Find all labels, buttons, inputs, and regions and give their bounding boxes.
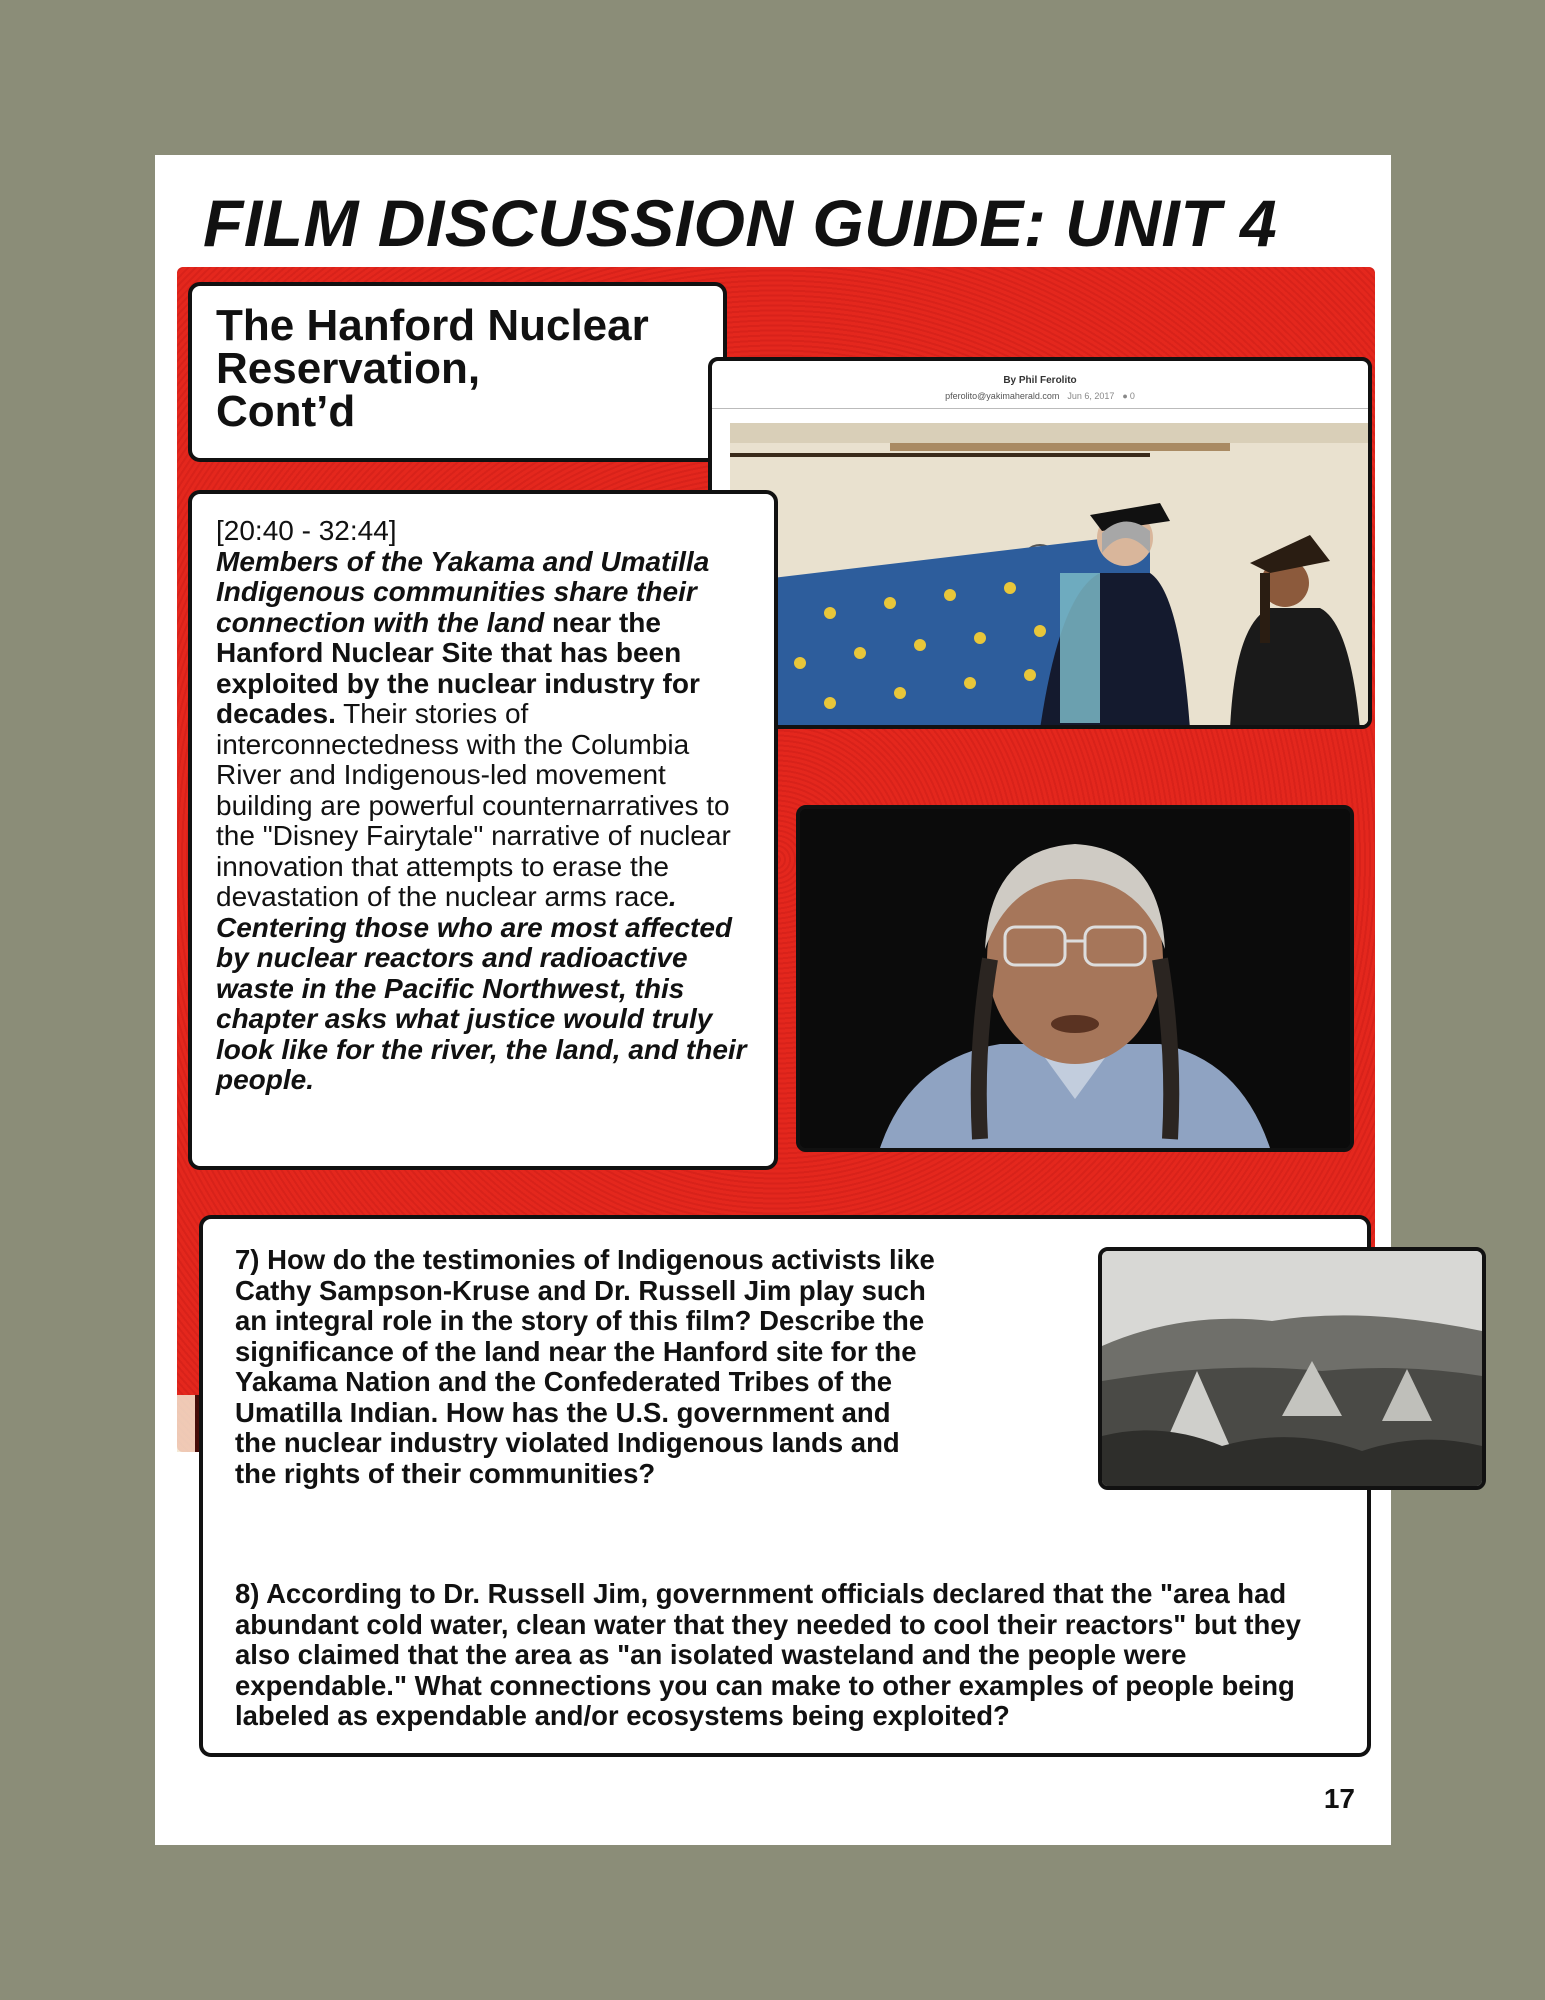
description-regular: Their stories of interconnectedness with the Columbia River and Indigenous-led movement building are powerful counternarratives to the "Disney Fairytale" narrative of nuclear innovation that attempts to erase the devastation of the nuclear arms race [216,698,731,912]
graduation-illustration [730,423,1368,725]
section-heading-line: The Hanford Nuclear [216,301,649,350]
timestamp: [20:40 - 32:44] [216,515,397,546]
question-7: 7) How do the testimonies of Indigenous activists like Cathy Sampson-Kruse and Dr. Russell Jim play such an integral role in the story of this film? Describe the significance of the land near the Hanford site for the Yakama Nation and the Confederated Tribes of the Umatilla Indian. How has the U.S. government and the nuclear industry violated Indigenous lands and the rights of their communities? [235,1244,935,1489]
article-date: Jun 6, 2017 [1067,391,1115,401]
page-number: 17 [1323,1783,1355,1814]
section-heading-box [188,282,727,462]
tipi-illustration [1102,1251,1482,1486]
article-byline: By Phil Ferolito [1003,375,1077,386]
interview-photo [796,805,1354,1152]
section-heading-line: Cont’d [216,387,356,436]
section-heading-line: Reservation, [216,344,481,393]
description-bold-italic: . Centering those who are most affected by nuclear reactors and radioactive waste in the Pacific Northwest, this chapter asks what justice would truly look like for the river, the land, and their people. [216,881,747,1095]
comment-count: 0 [1129,391,1135,401]
article-screenshot [708,357,1372,729]
divider [712,408,1368,409]
question-8: 8) According to Dr. Russell Jim, government officials declared that the "area had abundant cold water, clean water that they needed to cool their reactors" but they also claimed that the area as "an isolated wasteland and the people were expendable." What connections you can make to other examples of people being labeled as expendable and/or ecosystems being exploited? [235,1578,1301,1731]
page-title: FILM DISCUSSION GUIDE: UNIT 4 [203,186,1278,260]
interview-illustration [800,809,1350,1148]
graduation-photo [730,423,1368,725]
description-box [188,490,778,1170]
description-bold: near the Hanford Nuclear Site that has been exploited by the nuclear industry for decades. [216,606,700,729]
article-meta [712,391,1368,401]
section-heading [216,301,699,436]
article-email: pferolito@yakimaherald.com [945,391,1060,401]
tipi-photo [1098,1247,1486,1490]
description-bold-italic: Members of the Yakama and Umatilla Indigenous communities share their connection with the land [216,545,710,638]
comment-icon: ● [1122,391,1128,401]
document-page [155,155,1391,1845]
description-text [216,516,750,1096]
